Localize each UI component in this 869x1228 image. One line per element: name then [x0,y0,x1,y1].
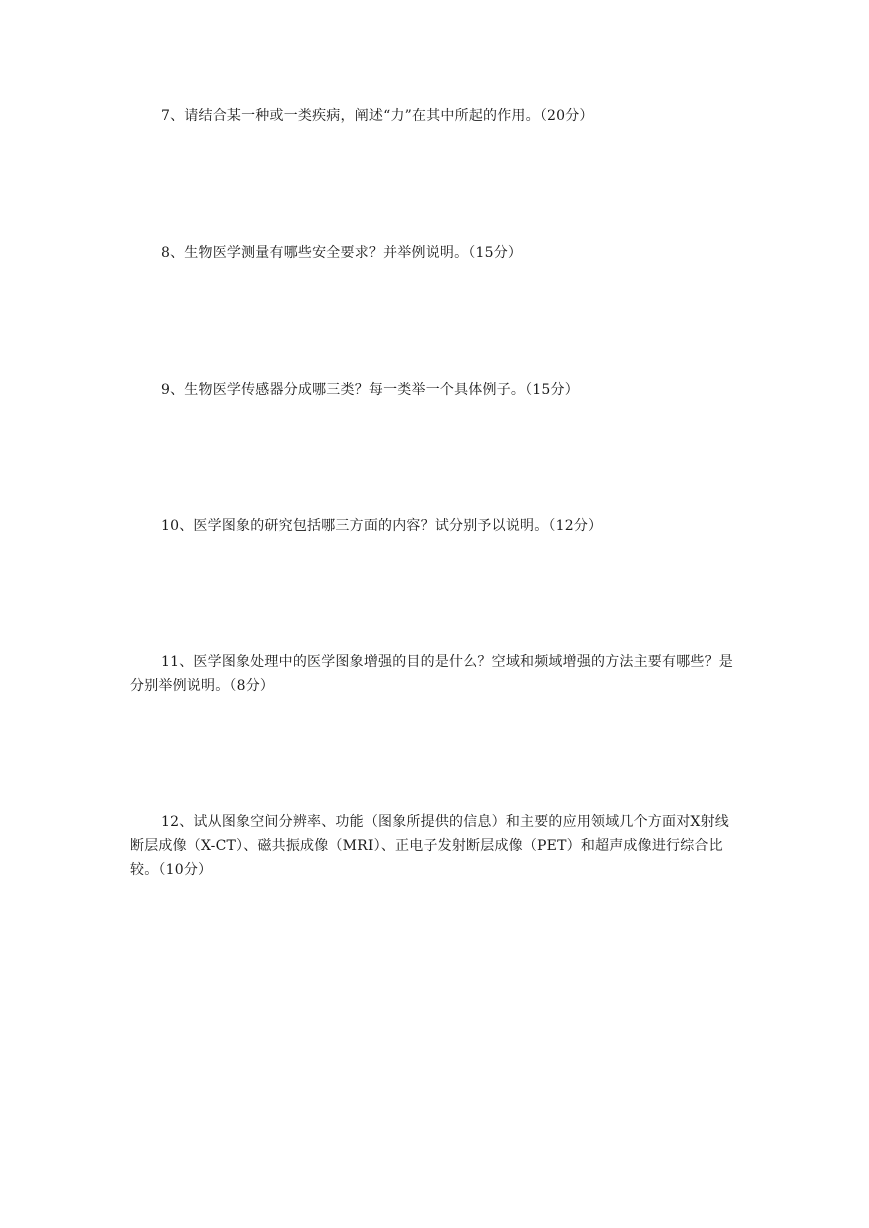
question-8: 8、生物医学测量有哪些安全要求？并举例说明。（15分） [161,245,523,261]
question-11: 11、医学图象处理中的医学图象增强的目的是什么？空域和频域增强的方法主要有哪些？是分别举例说明。（8分） [130,654,734,694]
question-7: 7、请结合某一种或一类疾病，阐述“力”在其中所起的作用。（20分） [161,108,594,124]
question-12: 12、试从图象空间分辨率、功能（图象所提供的信息）和主要的应用领域几个方面对X射线断层成像（X-CT）、磁共振成像（MRI）、正电子发射断层成像（PET）和超声成像进行综合比较。（10分） [130,814,729,878]
question-10: 10、医学图象的研究包括哪三方面的内容？试分别予以说明。（12分） [161,518,603,534]
question-9: 9、生物医学传感器分成哪三类？每一类举一个具体例子。（15分） [161,382,579,398]
